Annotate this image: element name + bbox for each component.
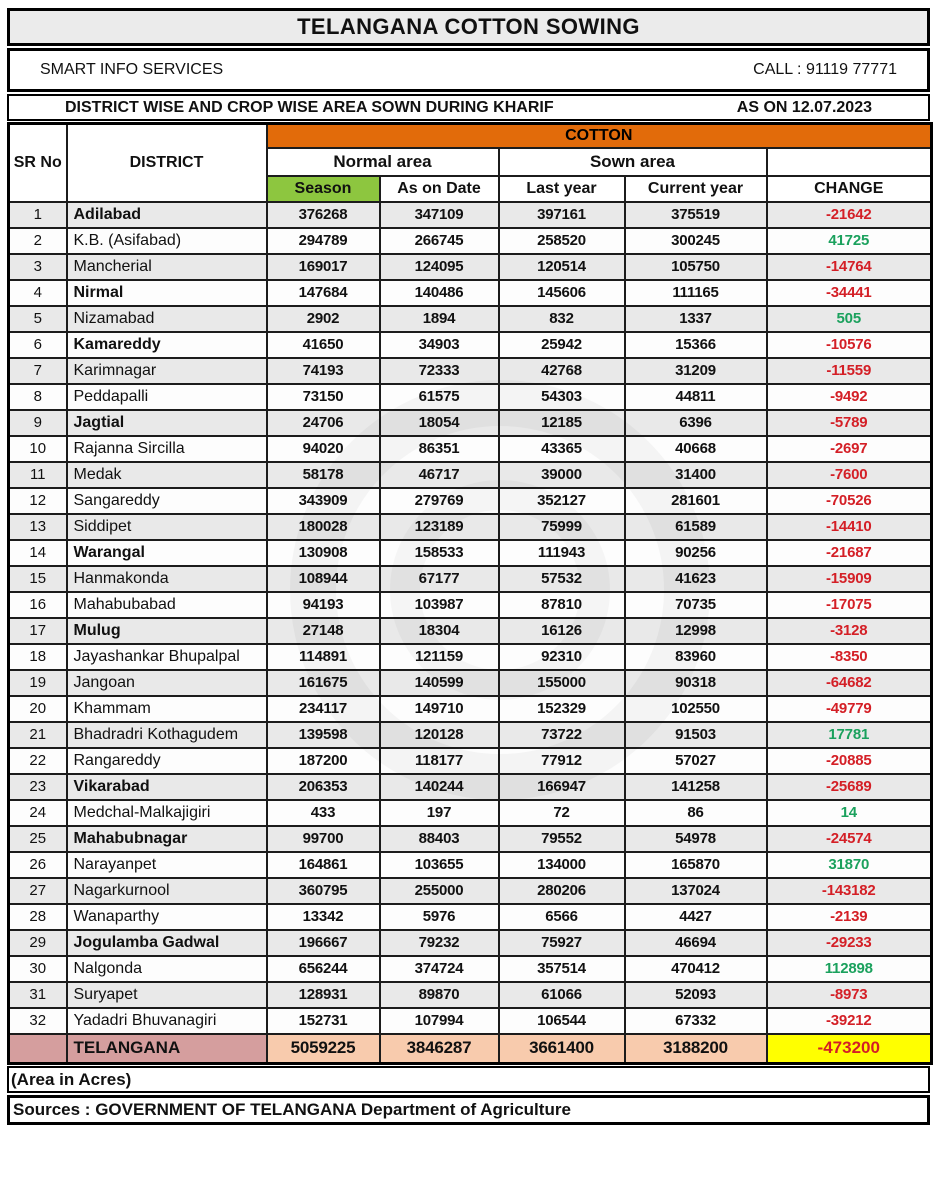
table-body [9,202,932,1034]
cell-current-year: 141258 [625,774,767,800]
cell-season: 74193 [267,358,380,384]
table-row [9,514,932,540]
cell-sr-no: 10 [9,436,67,462]
cell-current-year: 90318 [625,670,767,696]
cell-as-on-date: 103987 [380,592,499,618]
cell-as-on-date: 5976 [380,904,499,930]
cell-sr-no: 13 [9,514,67,540]
total-sr-blank [9,1034,67,1064]
cell-sr-no: 8 [9,384,67,410]
cell-sr-no: 2 [9,228,67,254]
cell-change: -143182 [767,878,932,904]
cell-change: -2697 [767,436,932,462]
cell-sr-no: 32 [9,1008,67,1034]
header-district: DISTRICT [67,124,267,202]
cell-season: 234117 [267,696,380,722]
table-row [9,644,932,670]
cell-last-year: 87810 [499,592,625,618]
cell-sr-no: 16 [9,592,67,618]
cell-change: -15909 [767,566,932,592]
as-on-date-label: AS ON 12.07.2023 [736,98,872,116]
table-row [9,436,932,462]
cell-season: 41650 [267,332,380,358]
cell-as-on-date: 46717 [380,462,499,488]
cell-current-year: 54978 [625,826,767,852]
cell-season: 2902 [267,306,380,332]
cell-as-on-date: 72333 [380,358,499,384]
table-row [9,384,932,410]
cell-change: 31870 [767,852,932,878]
cell-district: Wanaparthy [67,904,267,930]
cell-season: 147684 [267,280,380,306]
total-last-year: 3661400 [499,1034,625,1064]
cell-season: 13342 [267,904,380,930]
cell-as-on-date: 266745 [380,228,499,254]
cell-sr-no: 6 [9,332,67,358]
cell-change: -9492 [767,384,932,410]
cell-as-on-date: 123189 [380,514,499,540]
table-row [9,800,932,826]
cell-change: -7600 [767,462,932,488]
cell-district: Hanmakonda [67,566,267,592]
cell-sr-no: 3 [9,254,67,280]
cell-as-on-date: 255000 [380,878,499,904]
cell-sr-no: 9 [9,410,67,436]
cell-change: 112898 [767,956,932,982]
cell-current-year: 375519 [625,202,767,228]
cell-district: Jangoan [67,670,267,696]
cell-last-year: 25942 [499,332,625,358]
total-as-on-date: 3846287 [380,1034,499,1064]
table-row [9,228,932,254]
table-row [9,254,932,280]
cell-sr-no: 22 [9,748,67,774]
cell-as-on-date: 88403 [380,826,499,852]
cell-season: 343909 [267,488,380,514]
cell-change: -25689 [767,774,932,800]
cell-district: Mulug [67,618,267,644]
cell-change: -10576 [767,332,932,358]
cell-change: -14410 [767,514,932,540]
subtitle-text: DISTRICT WISE AND CROP WISE AREA SOWN DURING KHARIF [65,98,554,116]
cell-season: 114891 [267,644,380,670]
total-change: -473200 [767,1034,932,1064]
cell-sr-no: 27 [9,878,67,904]
cell-as-on-date: 140244 [380,774,499,800]
total-season: 5059225 [267,1034,380,1064]
cell-last-year: 6566 [499,904,625,930]
cell-season: 99700 [267,826,380,852]
cell-last-year: 54303 [499,384,625,410]
cell-change: -24574 [767,826,932,852]
cell-last-year: 352127 [499,488,625,514]
header-sown-area: Sown area [499,148,767,176]
cell-season: 376268 [267,202,380,228]
cell-change: -21687 [767,540,932,566]
header-change-spacer [767,148,932,176]
cell-as-on-date: 79232 [380,930,499,956]
table-row [9,202,932,228]
cell-last-year: 145606 [499,280,625,306]
cell-season: 58178 [267,462,380,488]
cell-current-year: 67332 [625,1008,767,1034]
cell-last-year: 120514 [499,254,625,280]
cell-last-year: 92310 [499,644,625,670]
cell-current-year: 86 [625,800,767,826]
cell-season: 94193 [267,592,380,618]
cell-last-year: 16126 [499,618,625,644]
cell-as-on-date: 140486 [380,280,499,306]
cell-season: 73150 [267,384,380,410]
cell-sr-no: 11 [9,462,67,488]
cell-as-on-date: 18054 [380,410,499,436]
cell-change: -20885 [767,748,932,774]
cell-current-year: 46694 [625,930,767,956]
cell-current-year: 165870 [625,852,767,878]
cell-season: 360795 [267,878,380,904]
cell-change: 41725 [767,228,932,254]
cell-season: 294789 [267,228,380,254]
cell-district: Khammam [67,696,267,722]
cell-district: Yadadri Bhuvanagiri [67,1008,267,1034]
cell-sr-no: 28 [9,904,67,930]
subtitle-bar [7,94,930,121]
cell-current-year: 4427 [625,904,767,930]
cell-current-year: 31209 [625,358,767,384]
total-current-year: 3188200 [625,1034,767,1064]
cell-season: 128931 [267,982,380,1008]
cell-last-year: 57532 [499,566,625,592]
cell-change: -3128 [767,618,932,644]
cell-sr-no: 24 [9,800,67,826]
cell-change: -14764 [767,254,932,280]
cell-current-year: 470412 [625,956,767,982]
header-change: CHANGE [767,176,932,202]
cell-district: Nagarkurnool [67,878,267,904]
table-header [9,124,932,202]
cell-district: Mancherial [67,254,267,280]
table-row [9,1008,932,1034]
cell-district: Jagtial [67,410,267,436]
sources-note: Sources : GOVERNMENT OF TELANGANA Department of Agriculture [7,1095,930,1125]
cell-as-on-date: 18304 [380,618,499,644]
cell-change: 505 [767,306,932,332]
cell-as-on-date: 61575 [380,384,499,410]
cell-district: Suryapet [67,982,267,1008]
cell-as-on-date: 124095 [380,254,499,280]
cell-last-year: 166947 [499,774,625,800]
cell-district: Nalgonda [67,956,267,982]
table-row [9,774,932,800]
cell-last-year: 357514 [499,956,625,982]
cell-season: 161675 [267,670,380,696]
cell-change: -21642 [767,202,932,228]
header-season: Season [267,176,380,202]
cell-last-year: 111943 [499,540,625,566]
table-row [9,410,932,436]
cell-as-on-date: 121159 [380,644,499,670]
cell-last-year: 258520 [499,228,625,254]
table-row [9,722,932,748]
cell-sr-no: 12 [9,488,67,514]
cell-last-year: 39000 [499,462,625,488]
cell-sr-no: 5 [9,306,67,332]
cell-last-year: 106544 [499,1008,625,1034]
cell-change: -17075 [767,592,932,618]
cell-last-year: 61066 [499,982,625,1008]
header-current-year: Current year [625,176,767,202]
cell-district: Medchal-Malkajigiri [67,800,267,826]
cell-sr-no: 19 [9,670,67,696]
cell-season: 152731 [267,1008,380,1034]
cell-last-year: 134000 [499,852,625,878]
cell-last-year: 75999 [499,514,625,540]
cell-season: 24706 [267,410,380,436]
cell-district: K.B. (Asifabad) [67,228,267,254]
cell-sr-no: 25 [9,826,67,852]
brand-bar [7,48,930,92]
table-row [9,332,932,358]
cell-season: 27148 [267,618,380,644]
cell-current-year: 6396 [625,410,767,436]
cell-district: Kamareddy [67,332,267,358]
cell-as-on-date: 347109 [380,202,499,228]
cell-as-on-date: 120128 [380,722,499,748]
cell-as-on-date: 103655 [380,852,499,878]
cell-change: 17781 [767,722,932,748]
table-row [9,462,932,488]
cell-district: Warangal [67,540,267,566]
cell-district: Peddapalli [67,384,267,410]
cell-season: 187200 [267,748,380,774]
cell-change: -8973 [767,982,932,1008]
cell-district: Jayashankar Bhupalpal [67,644,267,670]
cell-last-year: 72 [499,800,625,826]
table-row [9,670,932,696]
table-row [9,358,932,384]
cell-sr-no: 20 [9,696,67,722]
page-title: TELANGANA COTTON SOWING [7,8,930,46]
cell-as-on-date: 107994 [380,1008,499,1034]
brand-name: SMART INFO SERVICES [40,61,224,78]
cell-sr-no: 23 [9,774,67,800]
cell-current-year: 41623 [625,566,767,592]
cell-district: Bhadradri Kothagudem [67,722,267,748]
cell-change: -29233 [767,930,932,956]
cell-as-on-date: 34903 [380,332,499,358]
table-row [9,592,932,618]
table-row [9,956,932,982]
table-row [9,306,932,332]
cell-season: 130908 [267,540,380,566]
cell-season: 139598 [267,722,380,748]
cell-current-year: 44811 [625,384,767,410]
cell-current-year: 105750 [625,254,767,280]
cell-current-year: 15366 [625,332,767,358]
cell-sr-no: 17 [9,618,67,644]
cell-last-year: 77912 [499,748,625,774]
cell-sr-no: 4 [9,280,67,306]
table-row [9,696,932,722]
cell-as-on-date: 374724 [380,956,499,982]
table-row [9,904,932,930]
cell-season: 94020 [267,436,380,462]
cell-current-year: 137024 [625,878,767,904]
cell-sr-no: 21 [9,722,67,748]
header-normal-area: Normal area [267,148,499,176]
cell-last-year: 280206 [499,878,625,904]
cell-district: Mahabubnagar [67,826,267,852]
table-row [9,982,932,1008]
table-row [9,618,932,644]
cell-district: Karimnagar [67,358,267,384]
cell-current-year: 102550 [625,696,767,722]
cell-last-year: 42768 [499,358,625,384]
cell-district: Jogulamba Gadwal [67,930,267,956]
cell-as-on-date: 140599 [380,670,499,696]
cell-season: 169017 [267,254,380,280]
cell-last-year: 832 [499,306,625,332]
cell-current-year: 57027 [625,748,767,774]
cell-last-year: 75927 [499,930,625,956]
cell-current-year: 111165 [625,280,767,306]
header-as-on-date: As on Date [380,176,499,202]
cell-sr-no: 26 [9,852,67,878]
cell-as-on-date: 118177 [380,748,499,774]
table-row [9,566,932,592]
call-number: CALL : 91119 77771 [753,61,897,78]
header-cotton: COTTON [267,124,932,148]
cell-district: Rangareddy [67,748,267,774]
table-row [9,488,932,514]
cell-as-on-date: 149710 [380,696,499,722]
area-unit-note: (Area in Acres) [7,1066,930,1093]
cell-current-year: 1337 [625,306,767,332]
cell-last-year: 155000 [499,670,625,696]
cell-district: Rajanna Sircilla [67,436,267,462]
cell-season: 656244 [267,956,380,982]
table-row [9,540,932,566]
cell-last-year: 79552 [499,826,625,852]
cell-current-year: 40668 [625,436,767,462]
table-footer [9,1034,932,1064]
cell-change: -5789 [767,410,932,436]
cell-change: -2139 [767,904,932,930]
cell-as-on-date: 197 [380,800,499,826]
cell-district: Nizamabad [67,306,267,332]
cell-season: 164861 [267,852,380,878]
cell-season: 108944 [267,566,380,592]
table-row [9,852,932,878]
cell-sr-no: 18 [9,644,67,670]
cell-district: Nirmal [67,280,267,306]
cell-sr-no: 1 [9,202,67,228]
cell-as-on-date: 86351 [380,436,499,462]
cell-change: -11559 [767,358,932,384]
cell-sr-no: 15 [9,566,67,592]
cell-current-year: 83960 [625,644,767,670]
cell-change: -70526 [767,488,932,514]
cell-current-year: 12998 [625,618,767,644]
cell-season: 433 [267,800,380,826]
cell-current-year: 91503 [625,722,767,748]
cell-season: 206353 [267,774,380,800]
cell-district: Narayanpet [67,852,267,878]
cell-last-year: 43365 [499,436,625,462]
cell-sr-no: 7 [9,358,67,384]
cell-as-on-date: 67177 [380,566,499,592]
total-district: TELANGANA [67,1034,267,1064]
total-row [9,1034,932,1064]
cell-change: -34441 [767,280,932,306]
cotton-table [7,122,933,1065]
cell-current-year: 61589 [625,514,767,540]
cell-current-year: 90256 [625,540,767,566]
cell-change: -49779 [767,696,932,722]
cell-sr-no: 29 [9,930,67,956]
cell-district: Siddipet [67,514,267,540]
cell-current-year: 31400 [625,462,767,488]
cell-season: 196667 [267,930,380,956]
cell-district: Medak [67,462,267,488]
cell-change: -64682 [767,670,932,696]
cell-change: -39212 [767,1008,932,1034]
cell-as-on-date: 158533 [380,540,499,566]
cell-current-year: 52093 [625,982,767,1008]
cell-district: Adilabad [67,202,267,228]
cell-sr-no: 14 [9,540,67,566]
header-sr-no: SR No [9,124,67,202]
cell-as-on-date: 89870 [380,982,499,1008]
cell-current-year: 281601 [625,488,767,514]
table-row [9,280,932,306]
table-row [9,930,932,956]
cell-change: 14 [767,800,932,826]
cell-district: Sangareddy [67,488,267,514]
cell-last-year: 73722 [499,722,625,748]
cell-as-on-date: 279769 [380,488,499,514]
header-last-year: Last year [499,176,625,202]
cell-season: 180028 [267,514,380,540]
cell-as-on-date: 1894 [380,306,499,332]
cell-current-year: 300245 [625,228,767,254]
cell-change: -8350 [767,644,932,670]
table-row [9,748,932,774]
table-row [9,826,932,852]
cell-sr-no: 31 [9,982,67,1008]
cell-last-year: 12185 [499,410,625,436]
cell-district: Mahabubabad [67,592,267,618]
cell-last-year: 152329 [499,696,625,722]
cell-district: Vikarabad [67,774,267,800]
cell-current-year: 70735 [625,592,767,618]
table-row [9,878,932,904]
cell-last-year: 397161 [499,202,625,228]
cell-sr-no: 30 [9,956,67,982]
